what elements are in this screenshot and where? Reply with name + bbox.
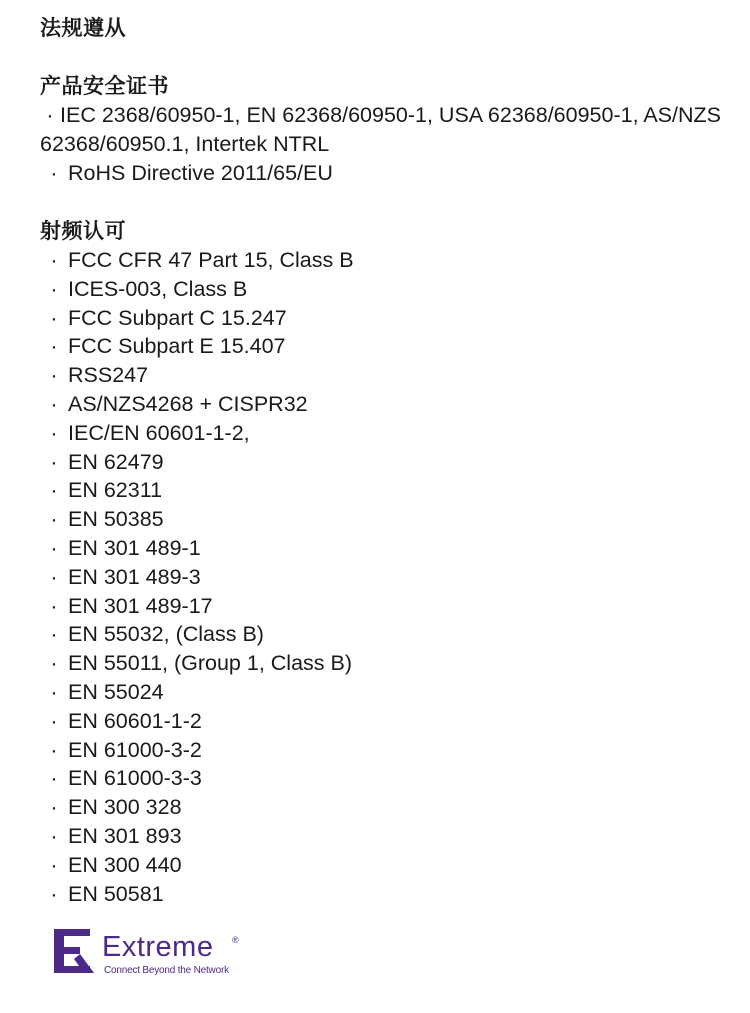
list-item bbox=[40, 534, 730, 563]
bullet: · bbox=[50, 708, 58, 733]
bullet: · bbox=[50, 248, 58, 272]
list-item bbox=[40, 361, 730, 390]
list-item-text: EN 50385 bbox=[68, 507, 164, 532]
bullet: · bbox=[50, 651, 58, 676]
page-title: 法规遵从 bbox=[40, 16, 126, 40]
list-item bbox=[40, 880, 730, 909]
bullet: · bbox=[50, 823, 58, 848]
list-item-text: RSS247 bbox=[68, 363, 149, 388]
list-item bbox=[40, 649, 730, 678]
list-item-text: EN 301 489-17 bbox=[68, 593, 213, 618]
safety-item-text: RoHS Directive 2011/65/EU bbox=[68, 161, 333, 185]
list-item-text: EN 50581 bbox=[68, 881, 164, 906]
list-item-text: EN 300 440 bbox=[68, 852, 182, 877]
list-item bbox=[40, 390, 730, 419]
list-item-text: EN 300 328 bbox=[68, 795, 182, 820]
list-item-text: EN 301 489-3 bbox=[68, 564, 201, 589]
bullet: · bbox=[50, 766, 58, 791]
logo-wordmark: Extreme bbox=[102, 931, 214, 963]
list-item-text: EN 55024 bbox=[68, 679, 164, 704]
list-item bbox=[40, 419, 730, 448]
bullet: · bbox=[46, 103, 54, 127]
list-item bbox=[40, 851, 730, 880]
list-item bbox=[40, 678, 730, 707]
bullet: · bbox=[50, 478, 58, 503]
list-item bbox=[40, 304, 730, 333]
bullet: · bbox=[50, 420, 58, 445]
list-item bbox=[40, 448, 730, 477]
list-item bbox=[40, 822, 730, 851]
list-item bbox=[40, 275, 730, 304]
bullet: · bbox=[50, 593, 58, 618]
bullet: · bbox=[50, 449, 58, 474]
list-item-text: ICES-003, Class B bbox=[68, 276, 248, 301]
list-item bbox=[40, 592, 730, 621]
bullet: · bbox=[50, 276, 58, 301]
list-item-text: EN 55011, (Group 1, Class B) bbox=[68, 651, 353, 676]
list-item-text: EN 61000-3-2 bbox=[68, 737, 202, 762]
list-item bbox=[40, 332, 730, 361]
list-item bbox=[40, 246, 730, 275]
bullet: · bbox=[50, 564, 58, 589]
registered-mark: ® bbox=[232, 935, 239, 945]
bullet: · bbox=[50, 507, 58, 532]
logo-tagline: Connect Beyond the Network bbox=[104, 965, 229, 976]
safety-item-text: IEC 2368/60950-1, EN 62368/60950-1, USA 62368/60950-1, AS/NZS 62368/60950.1, Intertek NTRL bbox=[40, 103, 721, 156]
list-item bbox=[40, 563, 730, 592]
extreme-logo-icon bbox=[54, 929, 94, 973]
bullet: · bbox=[50, 795, 58, 820]
bullet: · bbox=[50, 334, 58, 359]
bullet: · bbox=[50, 363, 58, 388]
list-item-text: AS/NZS4268 + CISPR32 bbox=[68, 391, 308, 416]
list-item-text: EN 301 893 bbox=[68, 823, 182, 848]
bullet: · bbox=[50, 881, 58, 906]
safety-item bbox=[40, 159, 730, 188]
radio-cert-list bbox=[40, 246, 730, 908]
list-item bbox=[40, 476, 730, 505]
list-item-text: EN 61000-3-3 bbox=[68, 766, 202, 791]
list-item-text: IEC/EN 60601-1-2, bbox=[68, 420, 250, 445]
list-item-text: FCC Subpart C 15.247 bbox=[68, 305, 287, 330]
bullet: · bbox=[50, 679, 58, 704]
bullet: · bbox=[50, 622, 58, 647]
list-item-text: EN 60601-1-2 bbox=[68, 708, 202, 733]
list-item bbox=[40, 764, 730, 793]
list-item bbox=[40, 707, 730, 736]
list-item-text: EN 55032, (Class B) bbox=[68, 622, 264, 647]
bullet: · bbox=[50, 852, 58, 877]
list-item-text: EN 62479 bbox=[68, 449, 164, 474]
safety-heading: 产品安全证书 bbox=[40, 74, 169, 98]
list-item-text: FCC Subpart E 15.407 bbox=[68, 334, 286, 359]
list-item bbox=[40, 736, 730, 765]
list-item bbox=[40, 505, 730, 534]
compliance-page bbox=[40, 14, 730, 908]
list-item bbox=[40, 793, 730, 822]
list-item-text: FCC CFR 47 Part 15, Class B bbox=[68, 248, 354, 272]
list-item-text: EN 301 489-1 bbox=[68, 535, 201, 560]
bullet: · bbox=[50, 391, 58, 416]
safety-item bbox=[40, 101, 730, 159]
extreme-logo bbox=[54, 929, 254, 981]
bullet: · bbox=[50, 535, 58, 560]
list-item-text: EN 62311 bbox=[68, 478, 163, 503]
bullet: · bbox=[50, 737, 58, 762]
bullet: · bbox=[50, 305, 58, 330]
list-item bbox=[40, 620, 730, 649]
bullet: · bbox=[50, 161, 58, 185]
radio-heading: 射频认可 bbox=[40, 219, 126, 243]
